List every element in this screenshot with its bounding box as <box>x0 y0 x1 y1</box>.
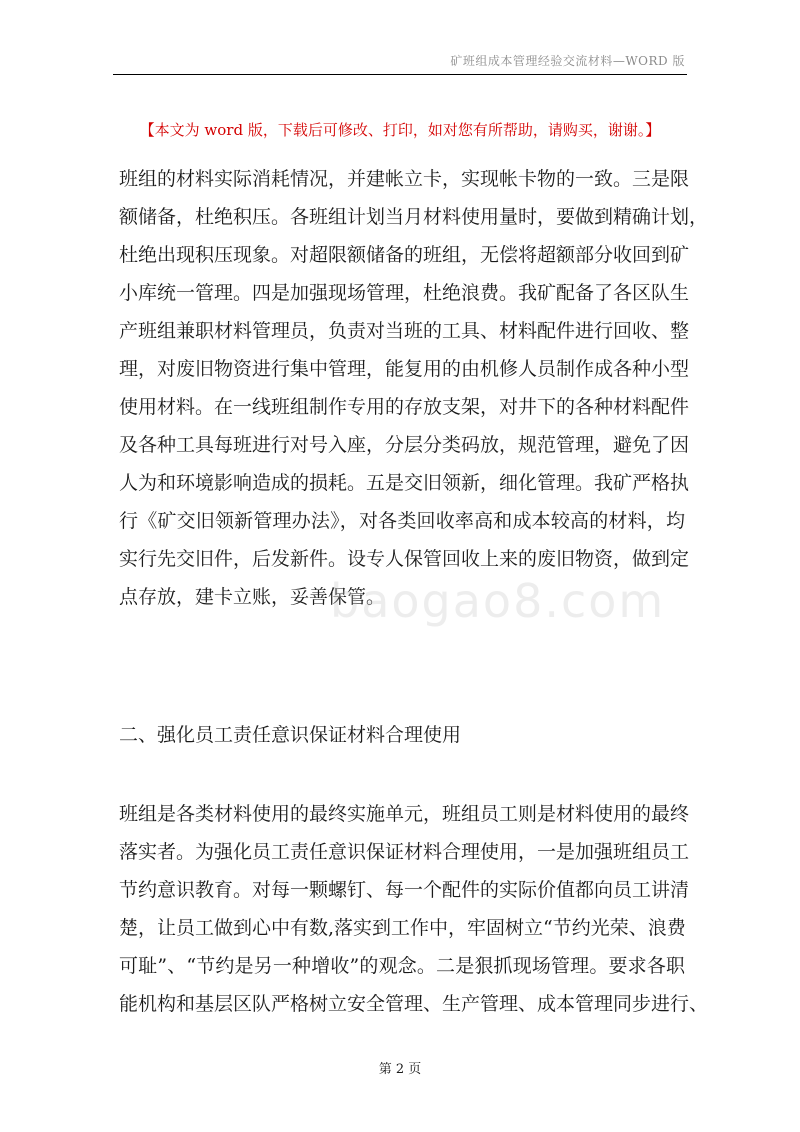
page-number: 第 2 页 <box>378 1062 422 1077</box>
watermark: baogao8.com <box>330 574 666 628</box>
paragraph-line: 点存放，建卡立账，妥善保管。 <box>119 586 386 608</box>
paragraph-line: 理，对废旧物资进行集中管理，能复用的由机修人员制作成各种小型 <box>119 358 690 380</box>
paragraph-line: 实行先交旧件，后发新件。设专人保管回收上来的废旧物资，做到定 <box>119 548 690 570</box>
paragraph-line: 可耻”、“节约是另一种增收”的观念。二是狠抓现场管理。要求各职 <box>119 955 685 977</box>
paragraph-line: 人为和环境影响造成的损耗。五是交旧领新，细化管理。我矿严格执 <box>119 472 690 494</box>
paragraph-line: 产班组兼职材料管理员，负责对当班的工具、材料配件进行回收、整 <box>119 320 690 342</box>
paragraph-line: 班组是各类材料使用的最终实施单元，班组员工则是材料使用的最终 <box>119 803 690 825</box>
paragraph-line: 额储备，杜绝积压。各班组计划当月材料使用量时，要做到精确计划， <box>119 206 709 228</box>
paragraph-line: 行《矿交旧领新管理办法》，对各类回收率高和成本较高的材料，均 <box>119 510 685 532</box>
body-paragraph-1 <box>119 160 709 616</box>
paragraph-line: 楚，让员工做到心中有数,落实到工作中，牢固树立“节约光荣、浪费 <box>119 917 686 939</box>
paragraph-line: 小库统一管理。四是加强现场管理，杜绝浪费。我矿配备了各区队生 <box>119 282 690 304</box>
purchase-notice: 【本文为 word 版，下载后可修改、打印，如对您有所帮助，请购买，谢谢。】 <box>139 121 661 139</box>
paragraph-line: 杜绝出现积压现象。对超限额储备的班组，无偿将超额部分收回到矿 <box>119 244 690 266</box>
paragraph-line: 班组的材料实际消耗情况，并建帐立卡，实现帐卡物的一致。三是限 <box>119 168 690 190</box>
paragraph-line: 及各种工具每班进行对号入座，分层分类码放，规范管理，避免了因 <box>119 434 690 456</box>
section-heading: 二、强化员工责任意识保证材料合理使用 <box>119 724 462 746</box>
paragraph-line: 节约意识教育。对每一颗螺钉、每一个配件的实际价值都向员工讲清 <box>119 879 690 901</box>
paragraph-line: 能机构和基层区队严格树立安全管理、生产管理、成本管理同步进行、 <box>119 993 709 1015</box>
header-divider <box>113 74 687 75</box>
paragraph-line: 落实者。为强化员工责任意识保证材料合理使用，一是加强班组员工 <box>119 841 690 863</box>
document-header-title: 矿班组成本管理经验交流材料—WORD 版 <box>450 54 685 68</box>
paragraph-line: 使用材料。在一线班组制作专用的存放支架，对井下的各种材料配件 <box>119 396 690 418</box>
body-paragraph-2 <box>119 795 709 1023</box>
